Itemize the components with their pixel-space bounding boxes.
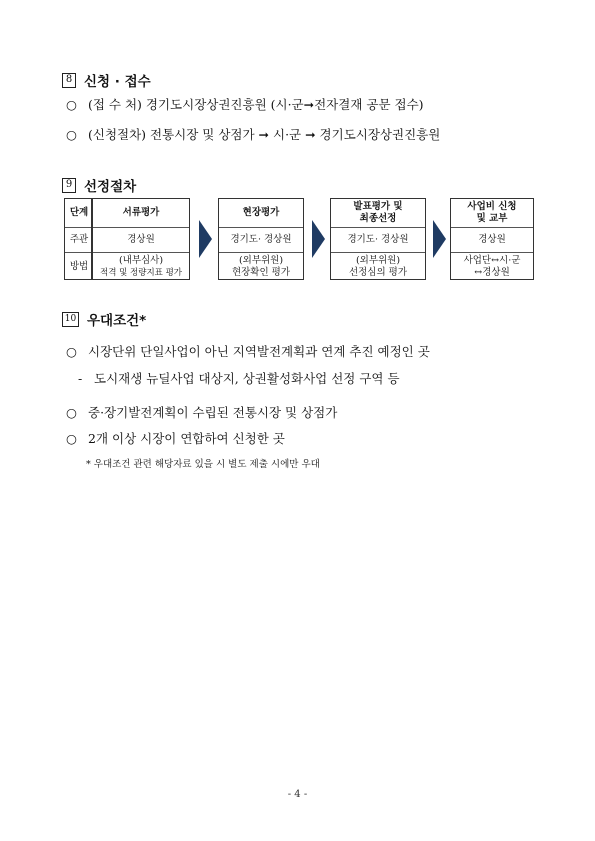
section-10-heading [62,309,146,329]
stage-title [331,199,425,227]
list-item-text: (신청절차) 전통시장 및 상점가 ➞ 시·군 ➞ 경기도시장상권진흥원 [88,127,441,142]
stage-title-line-1: 사업비 신청 [467,201,517,212]
row-label-host: 주관 [69,233,89,245]
row-label-column [64,198,92,280]
bullet-circle: ○ [66,431,77,446]
footnote: * 우대조건 관련 해당자료 있을 시 별도 제출 시에만 우대 [86,459,320,470]
list-item [78,369,400,387]
bullet-circle: ○ [66,127,77,142]
stage-column-document-review [92,198,190,280]
stage-title-line-2: 및 교부 [476,213,508,224]
row-label-method: 방법 [69,260,89,272]
stage-method-line-2: 현장확인 평가 [231,266,291,278]
stage-method [331,252,425,281]
bullet-circle: ○ [66,97,77,112]
stage-title-line-1: 발표평가 및 [353,201,403,212]
list-item-text: 중·장기발전계획이 수립된 전통시장 및 상점가 [88,405,338,420]
row-label-stage: 단계 [69,207,89,218]
bullet-dash: - [78,371,83,386]
stage-column-site-evaluation [218,198,304,280]
stage-title: 서류평가 [122,207,160,218]
stage-title [451,199,533,227]
section-number-box: 10 [62,312,79,327]
stage-method-line-2: ↔경상원 [474,266,510,278]
stage-method [219,252,303,281]
list-item [66,95,424,113]
stage-method-line-1: (외부위원) [238,254,284,266]
bullet-circle: ○ [66,344,77,359]
stage-title-line-2: 최종선정 [359,213,397,224]
bullet-circle: ○ [66,405,77,420]
stage-method-line-1: 사업단↔시·군 [463,254,521,266]
section-9-heading [62,175,136,195]
section-8-heading [62,70,151,90]
list-item [66,125,440,143]
arrow-right-icon [312,220,325,258]
section-title: 우대조건* [87,313,147,329]
stage-title: 현장평가 [242,207,280,218]
arrow-right-icon [433,220,446,258]
list-item [66,429,285,447]
stage-host: 경상원 [478,233,506,245]
stage-host: 경상원 [127,233,155,245]
stage-host: 경기도· 경상원 [347,233,409,245]
list-item [66,403,337,421]
list-item [66,342,430,360]
stage-method-line-1: (외부위원) [355,254,401,266]
section-number-box: 9 [62,178,76,193]
stage-column-presentation [330,198,426,280]
page-number: - 4 - [287,789,308,800]
stage-host: 경기도· 경상원 [230,233,292,245]
stage-method-line-2: 선정심의 평가 [348,266,408,278]
section-title: 선정절차 [84,179,137,195]
section-title: 신청 · 접수 [84,74,151,90]
list-item-text: 시장단위 단일사업이 아닌 지역발전계획과 연계 추진 예정인 곳 [88,344,430,359]
list-item-text: (접 수 처) 경기도시장상권진흥원 (시·군➞전자결재 공문 접수) [88,97,424,112]
list-item-text: 도시재생 뉴딜사업 대상지, 상권활성화사업 선정 구역 등 [94,371,400,386]
stage-column-funding [450,198,534,280]
list-item-text: 2개 이상 시장이 연합하여 신청한 곳 [88,431,285,446]
selection-process-diagram [64,198,534,280]
section-number-box: 8 [62,73,76,88]
arrow-right-icon [199,220,212,258]
stage-method [93,252,189,281]
stage-method-line-2: 적격 및 정량지표 평가 [99,267,182,278]
stage-method [451,252,533,281]
stage-method-line-1: (내부심사) [118,254,164,266]
